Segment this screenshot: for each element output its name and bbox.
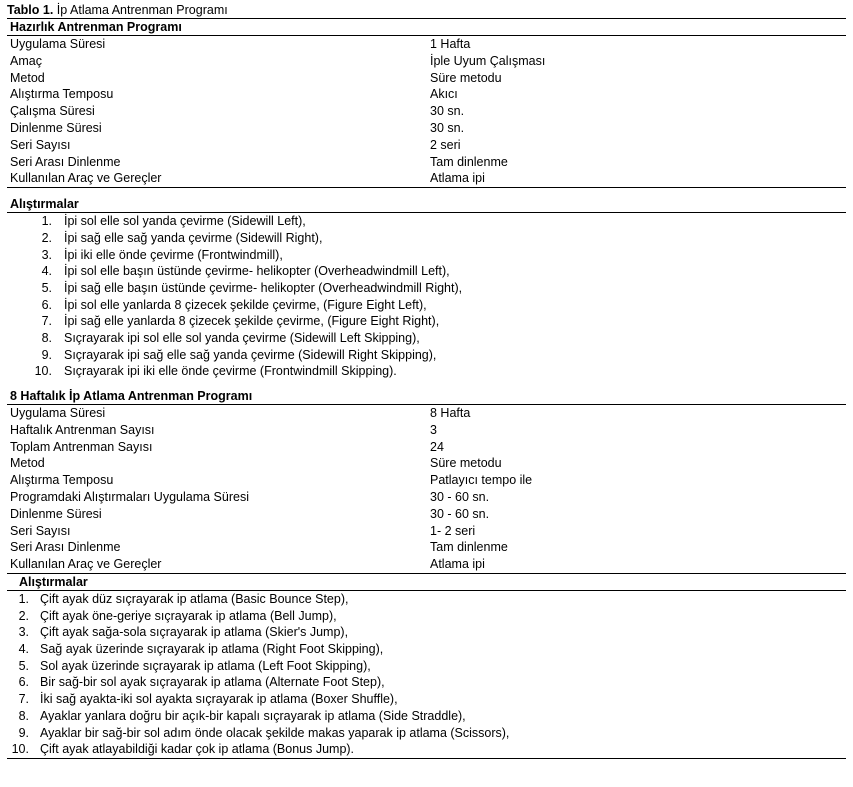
table-row <box>7 103 846 120</box>
table-row <box>7 523 846 540</box>
list-item <box>7 608 846 625</box>
table-caption <box>7 3 846 19</box>
list-item <box>7 674 846 691</box>
list-item <box>7 741 846 758</box>
item-text: İpi sol elle yanlarda 8 çizecek şekilde çevirme, (Figure Eight Left), <box>64 297 427 312</box>
item-text: Ayaklar bir sağ-bir sol adım önde olacak şekilde makas yaparak ip atlama (Scissors), <box>40 725 510 740</box>
item-number: 8. <box>18 708 29 723</box>
param-value: 30 - 60 sn. <box>430 490 490 505</box>
param-name: Uygulama Süresi <box>10 406 106 421</box>
table-row <box>7 70 846 87</box>
param-value: 24 <box>430 439 444 454</box>
param-value: Süre metodu <box>430 456 502 471</box>
item-number: 4. <box>41 264 52 279</box>
list-item <box>7 230 846 247</box>
item-number: 10. <box>11 742 29 757</box>
list-item <box>7 330 846 347</box>
param-name: Metod <box>10 456 45 471</box>
param-value: Tam dinlenme <box>430 154 508 169</box>
param-value: Akıcı <box>430 87 458 102</box>
document-table <box>7 3 846 759</box>
prep-exercises-title: Alıştırmalar <box>7 196 846 213</box>
caption-title: İp Atlama Antrenman Programı <box>56 3 228 17</box>
param-name: Seri Arası Dinlenme <box>10 540 121 555</box>
list-item <box>7 725 846 742</box>
param-value: 30 sn. <box>430 104 465 119</box>
item-text: Sıçrayarak ipi sol elle sol yanda çevirme (Sidewill Left Skipping), <box>64 330 420 345</box>
param-name: Haftalık Antrenman Sayısı <box>10 422 155 437</box>
item-number: 9. <box>18 725 29 740</box>
table-row <box>7 422 846 439</box>
item-number: 9. <box>41 347 52 362</box>
item-number: 3. <box>41 247 52 262</box>
item-number: 1. <box>18 592 29 607</box>
param-name: Amaç <box>10 53 42 68</box>
main-section-title: 8 Haftalık İp Atlama Antrenman Programı <box>7 388 846 405</box>
table-row <box>7 120 846 137</box>
param-value: 2 seri <box>430 137 461 152</box>
main-exercise-list <box>7 591 846 759</box>
item-text: Bir sağ-bir sol ayak sıçrayarak ip atlama (Alternate Foot Step), <box>40 675 385 690</box>
item-text: Çift ayak atlayabildiği kadar çok ip atlama (Bonus Jump). <box>40 742 355 757</box>
caption-label: Tablo 1. <box>7 3 54 17</box>
table-row <box>7 405 846 422</box>
item-text: İpi sol elle sol yanda çevirme (Sidewill Left), <box>64 214 306 229</box>
list-item <box>7 347 846 364</box>
table-row <box>7 86 846 103</box>
table-row <box>7 556 846 573</box>
item-number: 4. <box>18 642 29 657</box>
list-item <box>7 313 846 330</box>
item-number: 6. <box>18 675 29 690</box>
param-name: Metod <box>10 70 45 85</box>
param-name: Uygulama Süresi <box>10 37 106 51</box>
table-row <box>7 154 846 171</box>
spacer <box>7 380 846 388</box>
param-value: 30 sn. <box>430 120 465 135</box>
param-name: Seri Sayısı <box>10 137 71 152</box>
list-item <box>7 624 846 641</box>
list-item <box>7 363 846 380</box>
param-value: İple Uyum Çalışması <box>430 53 546 68</box>
item-text: Sol ayak üzerinde sıçrayarak ip atlama (Left Foot Skipping), <box>40 658 371 673</box>
item-number: 2. <box>18 608 29 623</box>
item-text: Çift ayak düz sıçrayarak ip atlama (Basic Bounce Step), <box>40 592 349 607</box>
spacer <box>7 188 846 196</box>
param-value: 3 <box>430 422 437 437</box>
item-text: Çift ayak öne-geriye sıçrayarak ip atlama (Bell Jump), <box>40 608 337 623</box>
param-name: Seri Sayısı <box>10 523 71 538</box>
item-text: İpi sol elle başın üstünde çevirme- helikopter (Overheadwindmill Left), <box>64 264 450 279</box>
item-text: Sıçrayarak ipi iki elle önde çevirme (Frontwindmill Skipping). <box>64 364 397 379</box>
item-number: 7. <box>41 314 52 329</box>
list-item <box>7 658 846 675</box>
list-item <box>7 280 846 297</box>
item-text: İpi sağ elle sağ yanda çevirme (Sidewill Right), <box>64 230 323 245</box>
list-item <box>7 641 846 658</box>
param-value: Atlama ipi <box>430 170 846 187</box>
table-row <box>7 489 846 506</box>
list-item <box>7 708 846 725</box>
param-name: Dinlenme Süresi <box>10 120 102 135</box>
prep-section-title: Hazırlık Antrenman Programı <box>7 19 846 36</box>
item-number: 5. <box>41 280 52 295</box>
param-value: Süre metodu <box>430 70 502 85</box>
param-name: Çalışma Süresi <box>10 104 95 119</box>
prep-exercise-list <box>7 213 846 380</box>
table-row <box>7 539 846 556</box>
param-name: Kullanılan Araç ve Gereçler <box>7 556 430 573</box>
param-name: Seri Arası Dinlenme <box>10 154 121 169</box>
list-item <box>7 213 846 230</box>
param-value: 8 Hafta <box>430 406 471 421</box>
param-name: Kullanılan Araç ve Gereçler <box>7 170 430 187</box>
item-number: 8. <box>41 330 52 345</box>
item-number: 1. <box>41 214 52 229</box>
main-params-table <box>7 405 846 574</box>
param-value: Atlama ipi <box>430 556 846 573</box>
param-value: 1- 2 seri <box>430 523 476 538</box>
item-text: İki sağ ayakta-iki sol ayakta sıçrayarak ip atlama (Boxer Shuffle), <box>40 692 398 707</box>
table-row <box>7 137 846 154</box>
param-name: Dinlenme Süresi <box>10 506 102 521</box>
item-number: 10. <box>34 364 52 379</box>
param-value: 1 Hafta <box>430 37 471 51</box>
table-row <box>7 455 846 472</box>
table-row <box>7 506 846 523</box>
param-value: Tam dinlenme <box>430 540 508 555</box>
table-row <box>7 53 846 70</box>
param-value: 30 - 60 sn. <box>430 506 490 521</box>
param-name: Alıştırma Temposu <box>10 87 114 102</box>
list-item <box>7 263 846 280</box>
table-row <box>7 439 846 456</box>
param-name: Programdaki Alıştırmaları Uygulama Süresi <box>10 490 249 505</box>
table-row <box>7 170 846 187</box>
item-number: 6. <box>41 297 52 312</box>
param-name: Toplam Antrenman Sayısı <box>10 439 153 454</box>
table-row <box>7 36 846 53</box>
list-item <box>7 591 846 608</box>
item-text: İpi iki elle önde çevirme (Frontwindmill), <box>64 247 283 262</box>
prep-params-table <box>7 36 846 188</box>
list-item <box>7 691 846 708</box>
param-value: Patlayıcı tempo ile <box>430 473 533 488</box>
item-text: Sağ ayak üzerinde sıçrayarak ip atlama (Right Foot Skipping), <box>40 642 384 657</box>
item-number: 7. <box>18 692 29 707</box>
item-text: İpi sağ elle başın üstünde çevirme- helikopter (Overheadwindmill Right), <box>64 280 463 295</box>
item-text: Çift ayak sağa-sola sıçrayarak ip atlama (Skier's Jump), <box>40 625 349 640</box>
table-row <box>7 472 846 489</box>
item-text: Ayaklar yanlara doğru bir açık-bir kapalı sıçrayarak ip atlama (Side Straddle), <box>40 708 466 723</box>
item-text: Sıçrayarak ipi sağ elle sağ yanda çevirme (Sidewill Right Skipping), <box>64 347 437 362</box>
item-text: İpi sağ elle yanlarda 8 çizecek şekilde çevirme, (Figure Eight Right), <box>64 314 440 329</box>
item-number: 5. <box>18 658 29 673</box>
item-number: 3. <box>18 625 29 640</box>
main-exercises-title: Alıştırmalar <box>7 574 846 591</box>
item-number: 2. <box>41 230 52 245</box>
list-item <box>7 247 846 264</box>
param-name: Alıştırma Temposu <box>10 473 114 488</box>
list-item <box>7 297 846 314</box>
